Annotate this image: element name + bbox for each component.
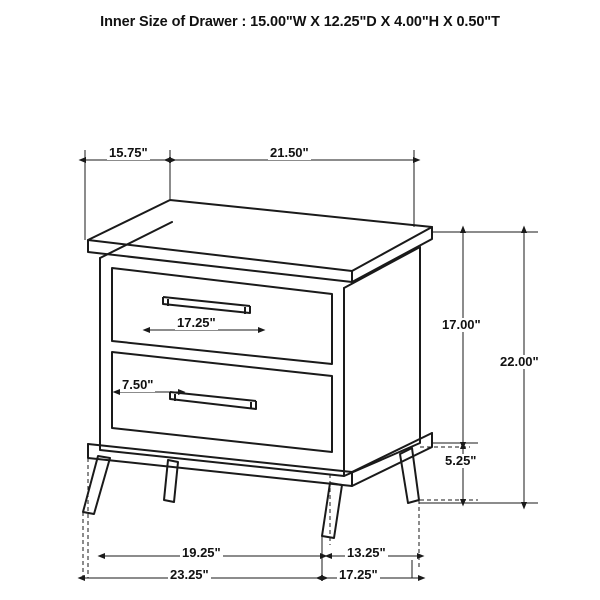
dimension-drawer-width: 17.25" <box>177 315 216 330</box>
dimension-overall-front-width: 23.25" <box>170 567 209 582</box>
dimension-total-height: 22.00" <box>500 354 539 369</box>
dimension-drawer-height: 7.50" <box>122 377 154 392</box>
drawer-upper <box>112 268 332 364</box>
drawer-lower <box>112 352 332 452</box>
dimension-cabinet-height: 17.00" <box>442 317 481 332</box>
dimension-top-width: 21.50" <box>270 145 309 160</box>
dimension-overall-side-depth: 17.25" <box>339 567 378 582</box>
dimension-base-side-depth: 13.25" <box>347 545 386 560</box>
dimension-base-front-width: 19.25" <box>182 545 221 560</box>
dimension-top-depth: 15.75" <box>109 145 148 160</box>
dimension-leg-height: 5.25" <box>445 453 477 468</box>
page-title: Inner Size of Drawer : 15.00"W X 12.25"D X 4.00"H X 0.50"T <box>100 14 500 30</box>
